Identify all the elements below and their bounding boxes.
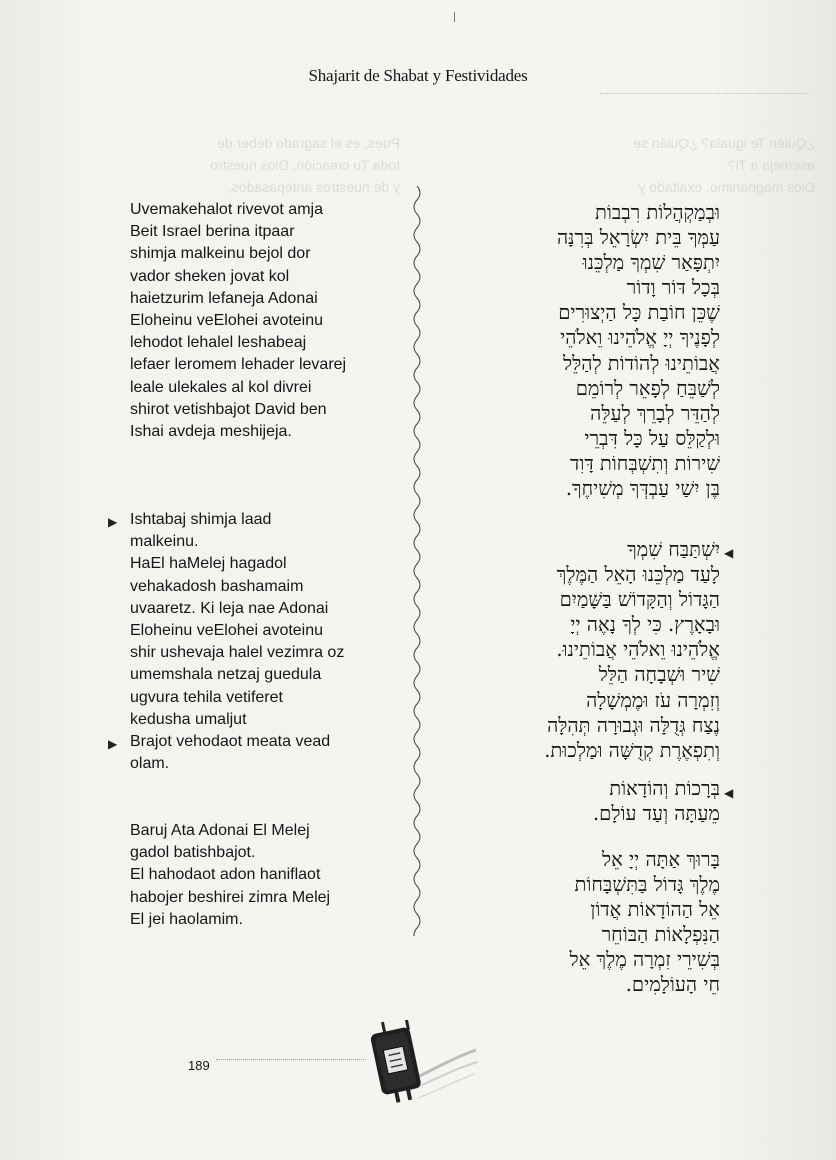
hebrew-line: בָּרוּךְ אַתָּה יְיָ אֵל	[602, 848, 720, 871]
hebrew-line: מֶלֶךְ גָּדוֹל בַּתִּשְׁבָּחוֹת	[574, 873, 720, 897]
bleedthrough-left	[140, 132, 400, 198]
hebrew-line: לְפָנֶיךָ יְיָ אֱלֹהֵינוּ וֵאלֹהֵי	[560, 326, 720, 350]
translit-line: leale ulekales al kol divrei	[130, 378, 312, 396]
section3-hebrew	[570, 847, 720, 998]
bleedthrough-line: y de nuestros antepasados,	[227, 179, 400, 195]
section2-hebrew-a	[544, 537, 720, 763]
translit-line: olam.	[130, 755, 170, 773]
translit-line: uvaaretz. Ki leja nae Adonai	[130, 599, 329, 617]
translit-line: shir ushevaja halel vezimra oz	[130, 644, 345, 662]
translit-line: ugvura tehila vetiferet	[130, 688, 283, 706]
translit-line: Brajot vehodaot meata vead	[130, 733, 331, 750]
translit-line: Eloheinu veElohei avoteinu	[130, 622, 324, 640]
bleedthrough-right	[565, 132, 815, 198]
hebrew-line: בֶּן יִשַׁי עַבְדְּךָ מְשִׁיחֶךָ.	[565, 477, 720, 501]
hebrew-line: שִׁיר וּשְׁבָחָה הַלֵּל	[598, 663, 720, 687]
translit-line: kedusha umaljut	[130, 710, 247, 728]
bleedthrough-line: ¿Quién Te iguala? ¿Quién se	[633, 135, 815, 151]
hebrew-line: בְּרָכוֹת וְהוֹדָאוֹת	[609, 777, 720, 800]
translit-line: Ishai avdeja meshijeja.	[130, 423, 292, 441]
translit-line: Beit Israel berina itpaar	[130, 223, 295, 241]
hebrew-line: אֲבוֹתֵינוּ לְהוֹדוֹת לְהַלֵּל	[563, 351, 720, 375]
bleedthrough-line: toda Tu creación, Dios nuestro	[210, 157, 400, 173]
section-marker-icon: ▶	[108, 515, 118, 529]
section2-transliteration-b	[130, 731, 405, 775]
translit-line: El hahodaot adon haniflaot	[130, 866, 321, 884]
hebrew-marker-icon: ◀	[724, 546, 734, 560]
translit-line: vehakadosh bashamaim	[130, 577, 304, 595]
translit-line: HaEl haMelej hagadol	[130, 555, 287, 573]
translit-line: Uvemakehalot rivevot amja	[130, 201, 323, 218]
translit-line: El jei haolamim.	[130, 910, 243, 928]
translit-line: Ishtabaj shimja laad	[130, 511, 272, 528]
section-marker-icon: ▶	[108, 737, 118, 751]
section2-transliteration-a	[130, 509, 405, 731]
bleedthrough-line: Dios magnánimo, exaltado y	[638, 179, 815, 195]
section3-transliteration	[130, 820, 405, 931]
hebrew-line: חֵי הָעוֹלָמִים.	[625, 973, 720, 997]
translit-line: vador sheken jovat kol	[130, 267, 290, 285]
hebrew-line: מֵעַתָּה וְעַד עוֹלָם.	[592, 802, 720, 826]
section1-hebrew	[557, 200, 720, 501]
hebrew-line: בְּכָל דּוֹר וָדוֹר	[626, 276, 720, 300]
translit-line: shimja malkeinu bejol dor	[130, 245, 311, 263]
hebrew-line: עַמְּךָ בֵּית יִשְׂרָאֵל בְּרִנָּה	[556, 226, 720, 250]
hebrew-line: לְהַדֵּר לְבָרֵךְ לְעַלֵּה	[590, 401, 720, 425]
translit-line: lefaer leromem lehader levarej	[130, 356, 347, 374]
translit-line: haietzurim lefaneja Adonai	[130, 289, 318, 307]
hebrew-line: אֵל הַהוֹדָאוֹת אֲדוֹן	[590, 898, 720, 922]
translit-line: Baruj Ata Adonai El Melej	[130, 822, 310, 839]
hebrew-line: וְזִמְרָה עֹז וּמֶמְשָׁלָה	[586, 688, 720, 712]
hebrew-line: בְּשִׁירֵי זִמְרָה מֶלֶךְ אֵל	[569, 948, 720, 972]
bleedthrough-line: asemeja a Ti?	[727, 157, 815, 173]
page-title: Shajarit de Shabat y Festividades	[308, 66, 528, 85]
section2-hebrew-b	[593, 776, 720, 826]
hebrew-line: לָעַד מַלְכֵּנוּ הָאֵל הַמֶּלֶךְ	[556, 563, 720, 587]
translit-line: habojer beshirei zimra Melej	[130, 888, 331, 906]
bleedthrough-line: Pues, es el sagrado deber de	[217, 135, 400, 151]
translit-line: malkeinu.	[130, 533, 199, 551]
hebrew-line: הַגָּדוֹל וְהַקָּדוֹשׁ בַּשָּׁמַיִם	[559, 588, 720, 612]
hebrew-line: אֱלֹהֵינוּ וֵאלֹהֵי אֲבוֹתֵינוּ.	[556, 638, 720, 662]
hebrew-line: וּלְקַלֵּס עַל כָּל דִּבְרֵי	[584, 426, 720, 450]
binding-mark	[454, 12, 455, 22]
hebrew-line: וְתִפְאֶרֶת קְדֻשָּׁה וּמַלְכוּת.	[544, 738, 720, 762]
hebrew-line: וּבָאָרֶץ. כִּי לְךָ נָאֶה יְיָ	[570, 613, 720, 637]
page-number: 189	[188, 1058, 210, 1073]
hebrew-line: שִׁירוֹת וְתִשְׁבְּחוֹת דָּוִד	[569, 451, 720, 475]
translit-line: Eloheinu veElohei avoteinu	[130, 312, 324, 330]
hebrew-line: שֶׁכֵּן חוֹבַת כָּל הַיְצוּרִים	[558, 301, 720, 325]
hebrew-line: וּבְמַקְהֲלוֹת רִבְבוֹת	[594, 201, 720, 224]
hebrew-line: נֶצַח גְּדֻלָּה וּגְבוּרָה תְּהִלָּה	[547, 713, 720, 737]
hebrew-line: יִשְׁתַּבַּח שִׁמְךָ	[627, 538, 720, 561]
translit-line: gadol batishbajot.	[130, 844, 256, 862]
hebrew-line: יִתְפָּאַר שִׁמְךָ מַלְכֵּנוּ	[582, 251, 720, 275]
header-rule	[600, 93, 810, 95]
translit-line: shirot vetishbajot David ben	[130, 400, 327, 418]
hebrew-line: הַנִּפְלָאוֹת הַבּוֹחֵר	[601, 923, 720, 947]
torah-scroll-icon	[368, 1020, 480, 1110]
hebrew-line: לְשַׁבֵּחַ לְפָאֵר לְרוֹמֵם	[575, 376, 720, 400]
footer-rule	[216, 1059, 366, 1061]
section1-transliteration	[130, 199, 405, 443]
wavy-divider-icon	[402, 186, 432, 936]
translit-line: lehodot lehalel leshabeaj	[130, 334, 307, 352]
translit-line: umemshala netzaj guedula	[130, 666, 322, 684]
hebrew-marker-icon: ◀	[724, 786, 734, 800]
